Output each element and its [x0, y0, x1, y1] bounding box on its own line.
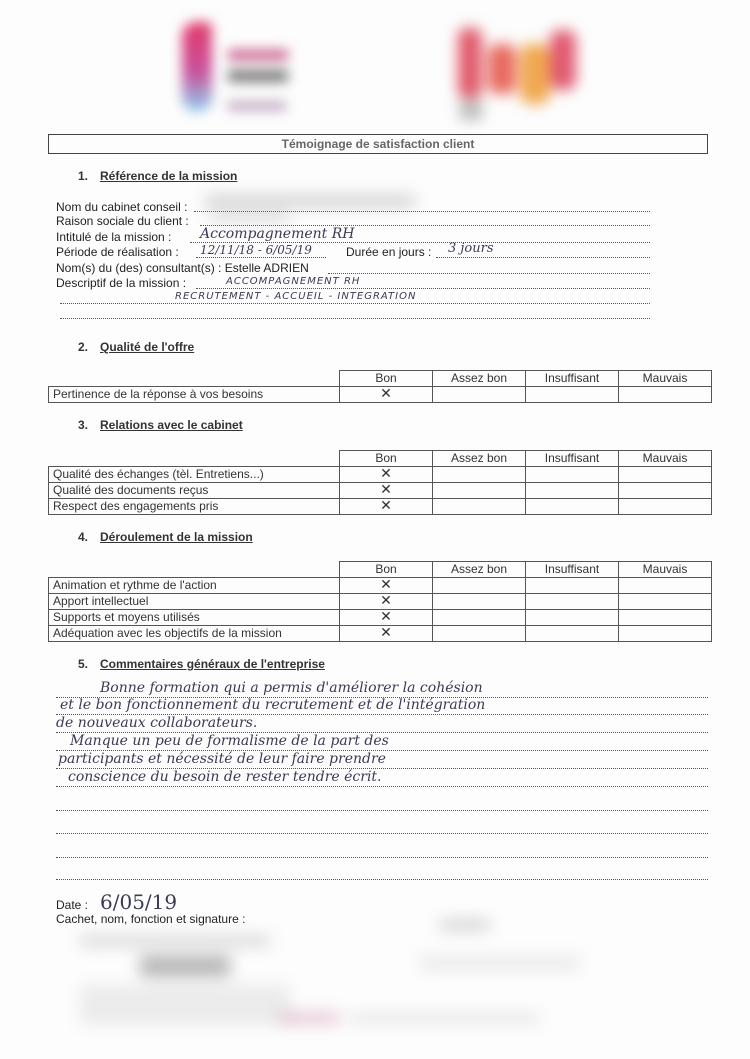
- comment-line-1[interactable]: Bonne formation qui a permis d'améliorer la cohésion: [56, 681, 708, 698]
- checkbox-mauvais[interactable]: [619, 483, 712, 499]
- checkbox-insuffisant[interactable]: [526, 610, 619, 626]
- field-duree-label: Durée en jours :: [346, 245, 432, 259]
- checkbox-assez-bon[interactable]: [433, 578, 526, 594]
- col-assez-bon: Assez bon: [433, 451, 526, 467]
- checkbox-assez-bon[interactable]: [433, 610, 526, 626]
- checkbox-insuffisant[interactable]: [526, 467, 619, 483]
- comment-line-8[interactable]: [56, 817, 708, 834]
- field-descriptif-line-3: [60, 318, 650, 319]
- col-mauvais: Mauvais: [619, 371, 712, 387]
- section-2-heading: 2. Qualité de l'offre: [78, 340, 195, 354]
- field-descriptif-line-1: [196, 288, 650, 289]
- checkbox-insuffisant[interactable]: [526, 626, 619, 642]
- checkbox-bon[interactable]: ✕: [340, 387, 433, 403]
- section-5-heading: 5. Commentaires généraux de l'entreprise: [78, 657, 325, 671]
- row-label: Supports et moyens utilisés: [49, 610, 340, 626]
- checkbox-bon[interactable]: ✕: [340, 610, 433, 626]
- table-row: [49, 610, 712, 626]
- mission-progress-table: [48, 561, 712, 642]
- row-label: Respect des engagements pris: [49, 499, 340, 515]
- comment-line-3[interactable]: de nouveaux collaborateurs.: [56, 716, 708, 733]
- checkbox-mauvais[interactable]: [619, 467, 712, 483]
- checkbox-mauvais[interactable]: [619, 610, 712, 626]
- consulting-firm-logo: [168, 14, 308, 124]
- checkbox-insuffisant[interactable]: [526, 578, 619, 594]
- field-periode-label: Période de réalisation :: [56, 245, 179, 259]
- col-assez-bon: Assez bon: [433, 562, 526, 578]
- col-assez-bon: Assez bon: [433, 371, 526, 387]
- date-value: 6/05/19: [100, 890, 178, 914]
- date-label: Date :: [56, 898, 89, 912]
- row-label: Qualité des documents reçus: [49, 483, 340, 499]
- checkbox-assez-bon[interactable]: [433, 499, 526, 515]
- table-row: [49, 467, 712, 483]
- row-label: Adéquation avec les objectifs de la mission: [49, 626, 340, 642]
- col-mauvais: Mauvais: [619, 451, 712, 467]
- col-bon: Bon: [340, 562, 433, 578]
- checkbox-bon[interactable]: ✕: [340, 467, 433, 483]
- checkbox-assez-bon[interactable]: [433, 626, 526, 642]
- col-insuffisant: Insuffisant: [526, 451, 619, 467]
- section-3-heading: 3. Relations avec le cabinet: [78, 418, 243, 432]
- section-1-heading: 1. Référence de la mission: [78, 169, 238, 183]
- checkbox-mauvais[interactable]: [619, 387, 712, 403]
- checkbox-bon[interactable]: ✕: [340, 578, 433, 594]
- field-duree-value: 3 jours: [448, 241, 494, 256]
- redacted-client-name: [210, 213, 290, 221]
- checkbox-bon[interactable]: ✕: [340, 499, 433, 515]
- partner-logo: [450, 14, 590, 124]
- comment-line-7[interactable]: [56, 794, 708, 811]
- field-intitule-label: Intitulé de la mission :: [56, 230, 172, 244]
- field-consultant-label: Nom(s) du (des) consultant(s) : Estelle ADRIEN: [56, 261, 309, 275]
- checkbox-mauvais[interactable]: [619, 626, 712, 642]
- checkbox-mauvais[interactable]: [619, 578, 712, 594]
- comment-line-9[interactable]: [56, 841, 708, 858]
- field-intitule-value: Accompagnement RH: [200, 226, 355, 242]
- col-insuffisant: Insuffisant: [526, 371, 619, 387]
- checkbox-mauvais[interactable]: [619, 594, 712, 610]
- field-client-label: Raison sociale du client :: [56, 214, 189, 228]
- col-mauvais: Mauvais: [619, 562, 712, 578]
- signature-stamp-area: [60, 930, 580, 1050]
- row-label: Animation et rythme de l'action: [49, 578, 340, 594]
- comment-line-5[interactable]: participants et nécessité de leur faire prendre: [56, 752, 708, 769]
- table-row: [49, 387, 712, 403]
- field-descriptif-line-2: [60, 303, 650, 304]
- row-label: Apport intellectuel: [49, 594, 340, 610]
- table-row: [49, 483, 712, 499]
- offer-quality-table: [48, 370, 712, 403]
- field-cabinet-line: [194, 211, 650, 212]
- checkbox-assez-bon[interactable]: [433, 594, 526, 610]
- table-row: [49, 578, 712, 594]
- field-descriptif-value-2: RECRUTEMENT - ACCUEIL - INTEGRATION: [175, 291, 417, 302]
- document-title: Témoignage de satisfaction client: [48, 134, 708, 154]
- checkbox-bon[interactable]: ✕: [340, 626, 433, 642]
- field-cabinet-label: Nom du cabinet conseil :: [56, 200, 188, 214]
- field-periode-value: 12/11/18 - 6/05/19: [200, 243, 312, 257]
- redacted-cabinet-name: [205, 196, 415, 206]
- checkbox-assez-bon[interactable]: [433, 467, 526, 483]
- checkbox-insuffisant[interactable]: [526, 483, 619, 499]
- field-duree-line: [436, 257, 650, 258]
- checkbox-insuffisant[interactable]: [526, 594, 619, 610]
- relations-table: [48, 450, 712, 515]
- row-label: Qualité des échanges (tèl. Entretiens...): [49, 467, 340, 483]
- table-row: [49, 626, 712, 642]
- checkbox-bon[interactable]: ✕: [340, 483, 433, 499]
- checkbox-mauvais[interactable]: [619, 499, 712, 515]
- signature-label: Cachet, nom, fonction et signature :: [56, 912, 246, 926]
- checkbox-assez-bon[interactable]: [433, 483, 526, 499]
- field-descriptif-value-1: ACCOMPAGNEMENT RH: [226, 276, 361, 287]
- checkbox-insuffisant[interactable]: [526, 499, 619, 515]
- checkbox-insuffisant[interactable]: [526, 387, 619, 403]
- field-periode-line: [196, 257, 326, 258]
- checkbox-assez-bon[interactable]: [433, 387, 526, 403]
- col-bon: Bon: [340, 451, 433, 467]
- table-row: [49, 594, 712, 610]
- redacted-stamp: [140, 955, 230, 977]
- col-bon: Bon: [340, 371, 433, 387]
- checkbox-bon[interactable]: ✕: [340, 594, 433, 610]
- table-row: [49, 499, 712, 515]
- row-label: Pertinence de la réponse à vos besoins: [49, 387, 340, 403]
- comment-line-4[interactable]: Manque un peu de formalisme de la part des: [56, 734, 708, 751]
- comment-line-2[interactable]: et le bon fonctionnement du recrutement et de l'intégration: [56, 698, 708, 715]
- field-consultant-line: [328, 273, 650, 274]
- field-descriptif-label: Descriptif de la mission :: [56, 276, 187, 290]
- comment-line-10[interactable]: [56, 863, 708, 880]
- col-insuffisant: Insuffisant: [526, 562, 619, 578]
- comment-line-6[interactable]: conscience du besoin de rester tendre écrit.: [56, 770, 708, 787]
- section-4-heading: 4. Déroulement de la mission: [78, 530, 253, 544]
